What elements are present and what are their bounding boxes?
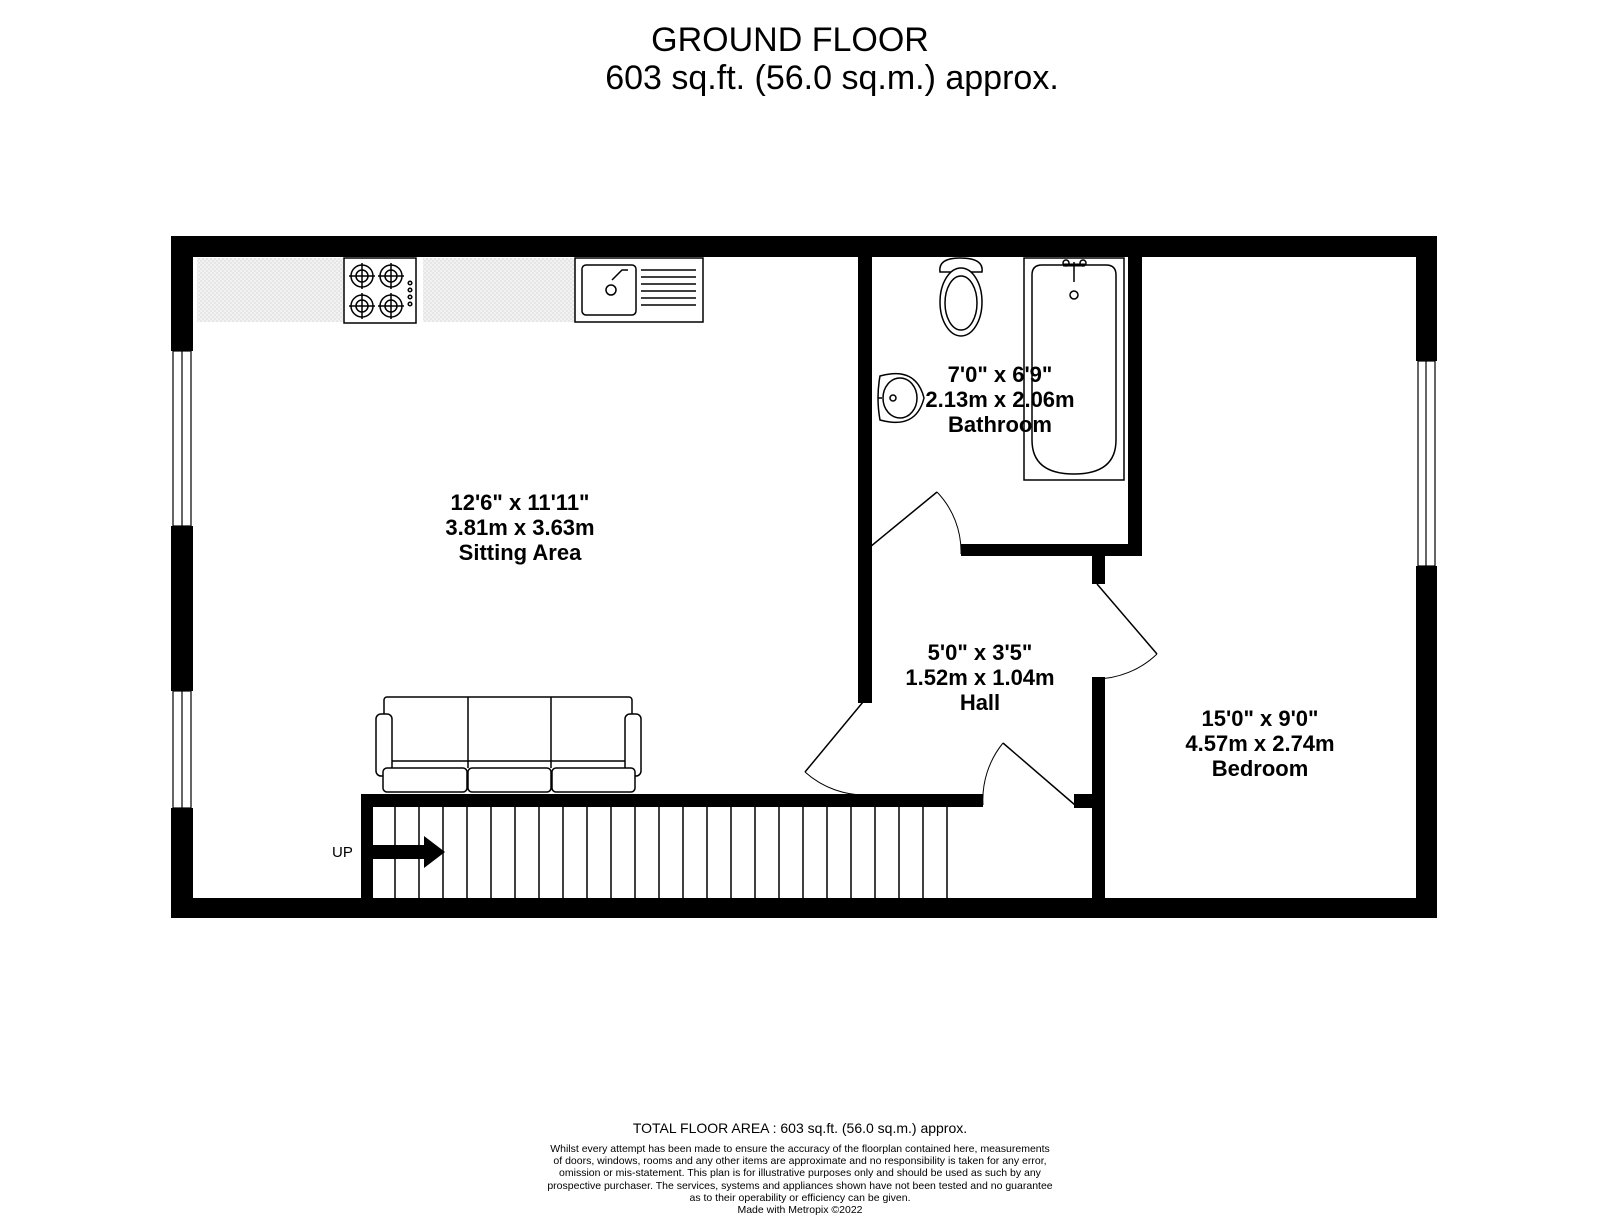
room-imperial-dimensions: 12'6" x 11'11" xyxy=(450,490,590,515)
staircase xyxy=(395,806,947,898)
room-name: Bedroom xyxy=(1211,756,1309,781)
room-label-bathroom xyxy=(840,362,1160,437)
kitchen-sink-icon xyxy=(575,258,703,322)
stairs-up-label: UP xyxy=(332,844,353,861)
stairs-up-arrow-icon xyxy=(372,836,445,868)
room-label-sitting-area xyxy=(360,490,680,565)
sofa-icon xyxy=(376,697,641,792)
disclaimer-line: prospective purchaser. The services, systems and appliances shown have not been tested and no guarantee xyxy=(547,1179,1053,1192)
walls xyxy=(171,236,1437,918)
plan-area-subtitle: 603 sq.ft. (56.0 sq.m.) approx. xyxy=(605,59,1059,97)
room-imperial-dimensions: 15'0" x 9'0" xyxy=(1201,706,1319,731)
room-metric-dimensions: 3.81m x 3.63m xyxy=(445,515,595,540)
credit: Made with Metropix ©2022 xyxy=(737,1204,863,1216)
toilet-icon xyxy=(940,258,982,336)
disclaimer xyxy=(500,1143,1100,1216)
room-label-hall xyxy=(830,640,1130,715)
room-name: Bathroom xyxy=(948,412,1052,437)
disclaimer-line: as to their operability or efficiency can be given. xyxy=(689,1191,911,1204)
disclaimer-line: Whilst every attempt has been made to ensure the accuracy of the floorplan contained here, measurements xyxy=(550,1143,1050,1155)
room-metric-dimensions: 2.13m x 2.06m xyxy=(925,387,1075,412)
room-metric-dimensions: 4.57m x 2.74m xyxy=(1185,731,1335,756)
room-metric-dimensions: 1.52m x 1.04m xyxy=(905,665,1055,690)
room-imperial-dimensions: 7'0" x 6'9" xyxy=(947,362,1053,387)
disclaimer-line: omission or mis-statement. This plan is for illustrative purposes only and should be used as such by any xyxy=(559,1167,1041,1180)
plan-title: GROUND FLOOR xyxy=(651,21,929,59)
hob-icon xyxy=(344,258,416,323)
room-label-bedroom xyxy=(1100,706,1420,781)
room-imperial-dimensions: 5'0" x 3'5" xyxy=(927,640,1033,665)
room-name: Sitting Area xyxy=(458,540,582,565)
total-floor-area: TOTAL FLOOR AREA : 603 sq.ft. (56.0 sq.m.) approx. xyxy=(632,1120,968,1136)
disclaimer-line: of doors, windows, rooms and any other items are approximate and no responsibility is taken for any error, xyxy=(553,1155,1047,1168)
room-name: Hall xyxy=(959,690,1001,715)
